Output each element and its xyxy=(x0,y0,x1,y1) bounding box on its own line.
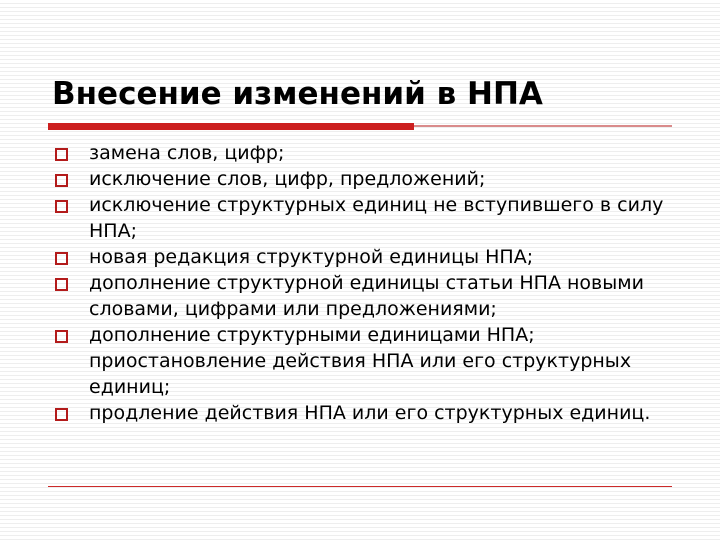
hollow-square-bullet-icon xyxy=(55,174,68,187)
bullet-text: продление действия НПА или его структурных единиц. xyxy=(89,402,651,424)
hollow-square-bullet-icon xyxy=(55,200,68,213)
bullet-text: исключение структурных единиц не вступившего в силу НПА; xyxy=(89,194,664,242)
hollow-square-bullet-icon xyxy=(55,330,68,343)
bullet-text: дополнение структурными единицами НПА; приостановление действия НПА или его структурных единиц; xyxy=(89,324,632,398)
bullet-item xyxy=(52,322,682,400)
bullet-list xyxy=(52,140,682,426)
bottom-divider xyxy=(48,486,672,487)
hollow-square-bullet-icon xyxy=(55,278,68,291)
bullet-item xyxy=(52,400,682,426)
bullet-item xyxy=(52,270,682,322)
bullet-item xyxy=(52,166,682,192)
hollow-square-bullet-icon xyxy=(55,408,68,421)
bullet-text: новая редакция структурной единицы НПА; xyxy=(89,246,534,268)
bullet-text: дополнение структурной единицы статьи НПА новыми словами, цифрами или предложениями; xyxy=(89,272,644,320)
slide-title: Внесение изменений в НПА xyxy=(52,76,543,112)
bullet-item xyxy=(52,140,682,166)
hollow-square-bullet-icon xyxy=(55,252,68,265)
title-underline-accent xyxy=(48,123,414,130)
bullet-text: исключение слов, цифр, предложений; xyxy=(89,168,486,190)
bullet-item xyxy=(52,192,682,244)
hollow-square-bullet-icon xyxy=(55,148,68,161)
title-underline-thin xyxy=(414,125,672,127)
bullet-item xyxy=(52,244,682,270)
bullet-text: замена слов, цифр; xyxy=(89,142,285,164)
